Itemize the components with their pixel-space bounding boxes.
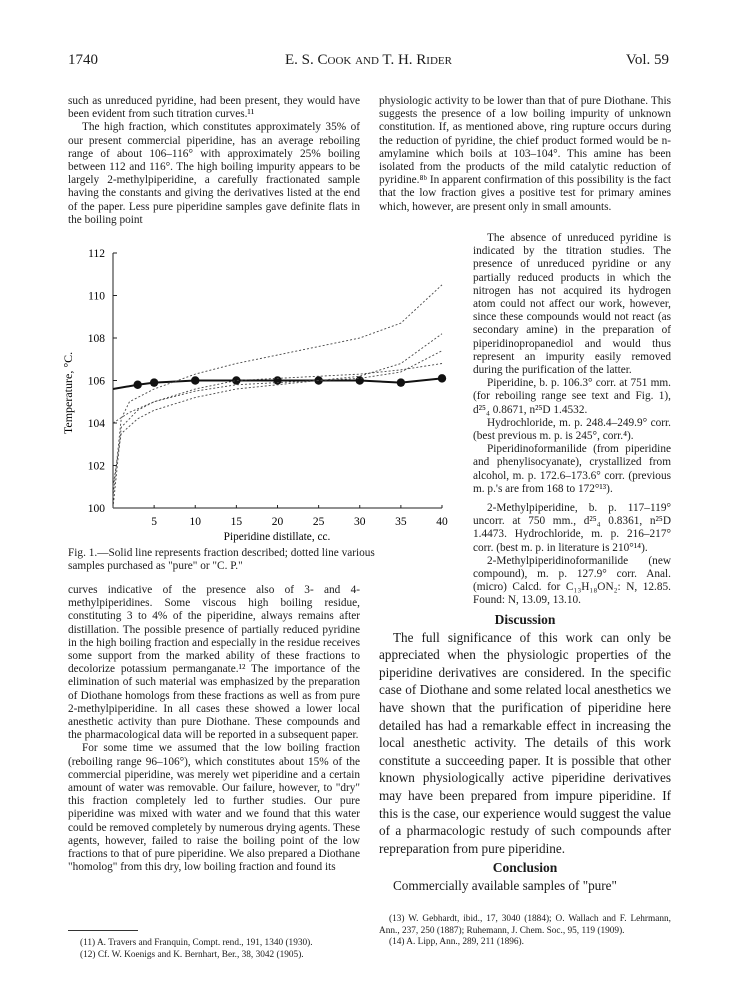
y-tick-label: 104 <box>87 418 105 430</box>
conclusion-heading: Conclusion <box>492 860 558 876</box>
x-tick-label: 30 <box>354 516 366 528</box>
x-tick-label: 40 <box>436 516 448 528</box>
paragraph: 2-Methylpiperidinoformanilide (new compound), m. p. 127.9° corr. Anal. (micro) Calcd. for C₁₃H₁₈ON₂: N, 12.85. Found: N, 13.09, 13.10. <box>473 554 671 607</box>
x-tick-label: 15 <box>230 516 243 528</box>
left-column-bottom <box>68 584 360 874</box>
footnotes-left <box>80 938 362 961</box>
paragraph: For some time we assumed that the low boiling fraction (reboiling range 96–106°), which constitutes about 15% of the commercial piperidine, was merely wet piperidine and a certain amount of water was removable. Our failure, however, to "dry" this fraction completely led to further studies. Our pure piperidine was mixed with water and we found that this water could be removed completely by numerous drying agents. These agents, however, failed to raise the boiling point of the low fractions to that of pure piperidine. We also prepared a Diothane "homolog" from this dry, low boiling fraction and found its <box>68 742 360 874</box>
y-tick-label: 106 <box>87 375 105 388</box>
page-number: 1740 <box>68 52 98 68</box>
x-tick-label: 5 <box>151 516 157 528</box>
data-point-marker <box>232 376 240 384</box>
left-column-top <box>68 95 360 227</box>
y-tick-label: 110 <box>88 290 105 303</box>
y-tick-label: 108 <box>87 333 105 345</box>
paragraph: Piperidine, b. p. 106.3° corr. at 751 mm. (for reboiling range see text and Fig. 1), d²⁵₄ 0.8671, n²⁵D 1.4532. <box>473 377 671 416</box>
volume-label: Vol. 59 <box>625 52 669 68</box>
x-axis-label: Piperidine distillate, cc. <box>223 531 331 543</box>
paragraph: The absence of unreduced pyridine is indicated by the titration studies. The presence of unreduced pyridine or any partially reduced products in which the nitrogen has not acquired its hydrogen atom could not affect our work, however, since these compounds would not react (as secondary amine) in the preparation of piperidinopropanediol and would thus represent an impurity easily removed during the purification of the latter. <box>473 232 671 377</box>
right-column-top <box>379 95 671 214</box>
y-tick-label: 102 <box>87 460 105 473</box>
footnote: (14) A. Lipp, Ann., 289, 211 (1896). <box>389 937 524 947</box>
right-column-chemistry-continued <box>473 502 671 608</box>
data-point-marker <box>191 376 199 384</box>
paragraph: curves indicative of the presence also of 3- and 4-methylpiperidines. Some viscous high boiling residue, constituting 3 to 4% of the piperidine, always remains after distillation. The possible presence of partially reduced pyridine in the high boiling fraction and especially in the residue receives some support from the marked ability of these fractions to decolorize potassium permanganate.¹² The importance of the elimination of such material was emphasized by the preparation of Diothane homologs from these fractions as well as from pure 2-methylpiperidine. In all cases these showed a lower local anesthetic activity than pure Diothane. These compounds and the pharmacological data will be reported in a subsequent paper. <box>68 584 360 742</box>
right-column-chemistry <box>378 232 671 496</box>
data-point-marker <box>133 381 141 389</box>
y-tick-label: 100 <box>87 503 105 515</box>
data-point-marker <box>273 376 281 384</box>
y-tick-label: 112 <box>88 248 105 260</box>
x-tick-label: 35 <box>395 516 407 528</box>
data-point-marker <box>150 378 158 386</box>
y-axis-label: Temperature, °C. <box>61 351 75 435</box>
paragraph: The high fraction, which constitutes approximately 35% of our present commercial piperidine, has an average reboiling range of about 106–116° with approximately 25% boiling between 112 and 116°. The high boiling impurity appears to be largely 2-methylpiperidine, a carefully fractionated sample having the constants and giving the derivatives listed at the end of the paper. Less pure piperidine samples gave definite flats in the boiling point <box>68 121 360 226</box>
paragraph: such as unreduced pyridine, had been present, they would have been evident from such titration curves.¹¹ <box>68 95 360 121</box>
footnote: (11) A. Travers and Franquin, Compt. rend., 191, 1340 (1930). <box>80 938 313 948</box>
x-tick-label: 20 <box>271 516 284 528</box>
discussion-section <box>379 611 671 895</box>
paragraph: 2-Methylpiperidine, b. p. 117–119° uncorr. at 750 mm., d²⁵₄ 0.8361, n²⁵D 1.4473. Hydrochloride, m. p. 216–217° corr. (best m. p. in literature is 210°¹⁴). <box>473 502 671 554</box>
footnote: (12) Cf. W. Koenigs and K. Bernhart, Ber., 38, 3042 (1905). <box>80 949 304 960</box>
footnote: (13) W. Gebhardt, ibid., 17, 3040 (1884); O. Wallach and F. Lehrmann, Ann., 237, 250 (1887); Ruhemann, J. Chem. Soc., 95, 119 (1909). <box>379 914 671 936</box>
paragraph: Piperidinoformanilide (from piperidine and phenylisocyanate), crystallized from alcohol, m. p. 172.6–173.6° corr. (previous m. p.'s are from 168 to 172°¹³). <box>473 443 671 495</box>
conclusion-text: Commercially available samples of "pure" <box>393 877 617 893</box>
running-head-authors: E. S. Cook and T. H. Rider <box>285 52 452 68</box>
footnote-rule <box>68 930 138 931</box>
footnotes-right <box>379 914 671 949</box>
discussion-heading: Discussion <box>494 612 556 627</box>
x-tick-label: 25 <box>312 516 325 528</box>
discussion-text: The full significance of this work can only be appreciated when the physiologic properties of the piperidine derivatives are considered. In the specific case of Diothane and some related local anesthetics we have shown that the purification of piperidine here detailed has had a remarkable effect in increasing the local anesthetic activity. The details of this work constitute a succeeding paper. It is possible that other known physiologically active piperidine derivatives may have been prepared from impure piperidine. If this is the case, our experience would suggest the value of a pharmacologic restudy of such compounds after repreparation from pure piperidine. <box>379 629 671 856</box>
data-point-marker <box>356 376 364 384</box>
paragraph: Hydrochloride, m. p. 248.4–249.9° corr. (best previous m. p. is 245°, corr.⁴). <box>473 416 671 443</box>
paragraph: physiologic activity to be lower than that of pure Diothane. This suggests the presence of a low boiling impurity of unknown constitution. If, as mentioned above, ring rupture occurs during the reduction of pyridine, the chief product formed would be n-amylamine which boils at 103–104°. This amine has been isolated from the products of the mild catalytic reduction of pyridine.⁸ᵇ In apparent confirmation of this possibility is the fact that the low fraction gives a positive test for primary amines which, however, are present only in small amounts. <box>379 95 671 213</box>
x-tick-label: 10 <box>189 516 201 528</box>
figure-caption: Fig. 1.—Solid line represents fraction described; dotted line various samples purchased as "pure" or "C. P." <box>68 547 375 573</box>
